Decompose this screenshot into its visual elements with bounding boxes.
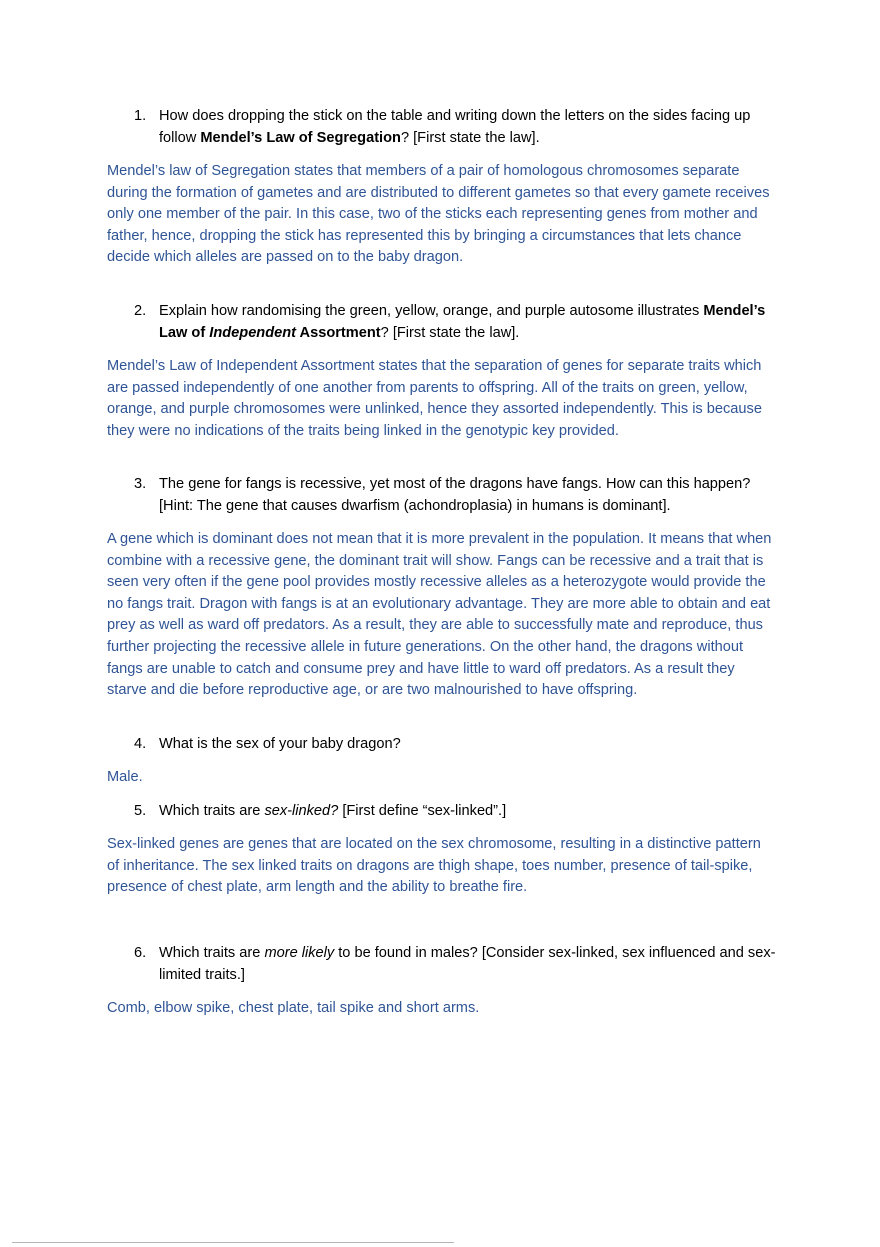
- question-number: 2.: [134, 303, 147, 319]
- answer-6: Comb, elbow spike, chest plate, tail spike and short arms.: [107, 1000, 480, 1016]
- question-text-part: Explain how randomising the green, yellow, orange, and purple autosome illustrates: [159, 303, 704, 319]
- answer-5: Sex-linked genes are genes that are located on the sex chromosome, resulting in a distinctive pattern of inheritance. The sex linked traits on dragons are thigh shape, toes number, presence of tail-spike, presence of chest plate, arm length and the ability to breathe fire.: [107, 836, 761, 896]
- question-text: What is the sex of your baby dragon?: [159, 736, 401, 752]
- answer-2: Mendel’s Law of Independent Assortment states that the separation of genes for separate traits which are passed independently of one another from parents to offspring. All of the traits on green, yellow, orange, and purple chromosomes were unlinked, hence they assorted independently. This is because they were no indications of the traits being linked in the genotypic key provided.: [107, 358, 762, 439]
- question-3: [134, 474, 784, 517]
- question-text-part: to be found in males? [Consider sex-linked, sex influenced and sex-limited traits.]: [159, 945, 776, 983]
- question-text-italic: more likely: [264, 945, 335, 961]
- question-text-part: How does dropping the stick on the table and writing down the letters on the sides facing up follow: [159, 108, 751, 146]
- question-text-part: ? [First state the law].: [380, 324, 520, 341]
- answer-3: A gene which is dominant does not mean that it is more prevalent in the population. It means that when combine with a recessive gene, the dominant trait will show. Fangs can be recessive and a trait that is seen very often if the gene pool provides mostly recessive alleles as a heterozygote would provide the no fangs trait. Dragon with fangs is at an evolutionary advantage. They are more able to obtain and eat prey as well as ward off predators. As a result, they are able to successfully mate and reproduce, thus further projecting the recessive allele in future generations. On the other hand, the dragons without fangs are unable to catch and consume prey and have little to ward off predators. As a result they starve and die before reproductive age, or are two malnourished to have offspring.: [107, 531, 772, 699]
- question-text-italic: sex-linked?: [264, 803, 339, 819]
- question-text: [159, 943, 784, 986]
- question-number: 6.: [134, 945, 147, 961]
- question-text: [159, 301, 784, 344]
- question-text-bold-italic: Independent: [209, 324, 297, 341]
- question-text-bold: Assortment: [296, 324, 381, 341]
- question-4: [134, 734, 784, 756]
- question-text-part: Which traits are: [159, 803, 265, 819]
- question-text-part: ? [First state the law].: [400, 129, 540, 146]
- question-text-bold: Mendel’s Law of: [159, 303, 766, 341]
- question-number: 5.: [134, 803, 147, 819]
- answer-4: Male.: [107, 769, 143, 785]
- question-number: 3.: [134, 476, 147, 492]
- question-number: 4.: [134, 736, 147, 752]
- question-text: [159, 106, 784, 149]
- question-text: The gene for fangs is recessive, yet most of the dragons have fangs. How can this happen? [Hint: The gene that causes dwarfism (achondroplasia) in humans is dominant].: [159, 476, 751, 514]
- question-1: [134, 106, 784, 149]
- answer-1: Mendel’s law of Segregation states that members of a pair of homologous chromosomes separate during the formation of gametes and are distributed to different gametes so that every gamete receives only one member of the pair. In this case, two of the sticks each representing genes from mother and father, hence, dropping the stick has represented this by bringing a circumstances that lets chance decide which alleles are passed on to the baby dragon.: [107, 163, 770, 266]
- question-text: [159, 801, 784, 823]
- question-text-part: [First define “sex-linked”.]: [338, 803, 507, 819]
- question-text-bold: Mendel’s Law of Segregation: [200, 129, 401, 146]
- question-text-part: Which traits are: [159, 945, 265, 961]
- question-6: [134, 943, 784, 986]
- question-number: 1.: [134, 108, 147, 124]
- footer-divider: [12, 1242, 454, 1243]
- question-5: [134, 801, 784, 823]
- question-2: [134, 301, 784, 344]
